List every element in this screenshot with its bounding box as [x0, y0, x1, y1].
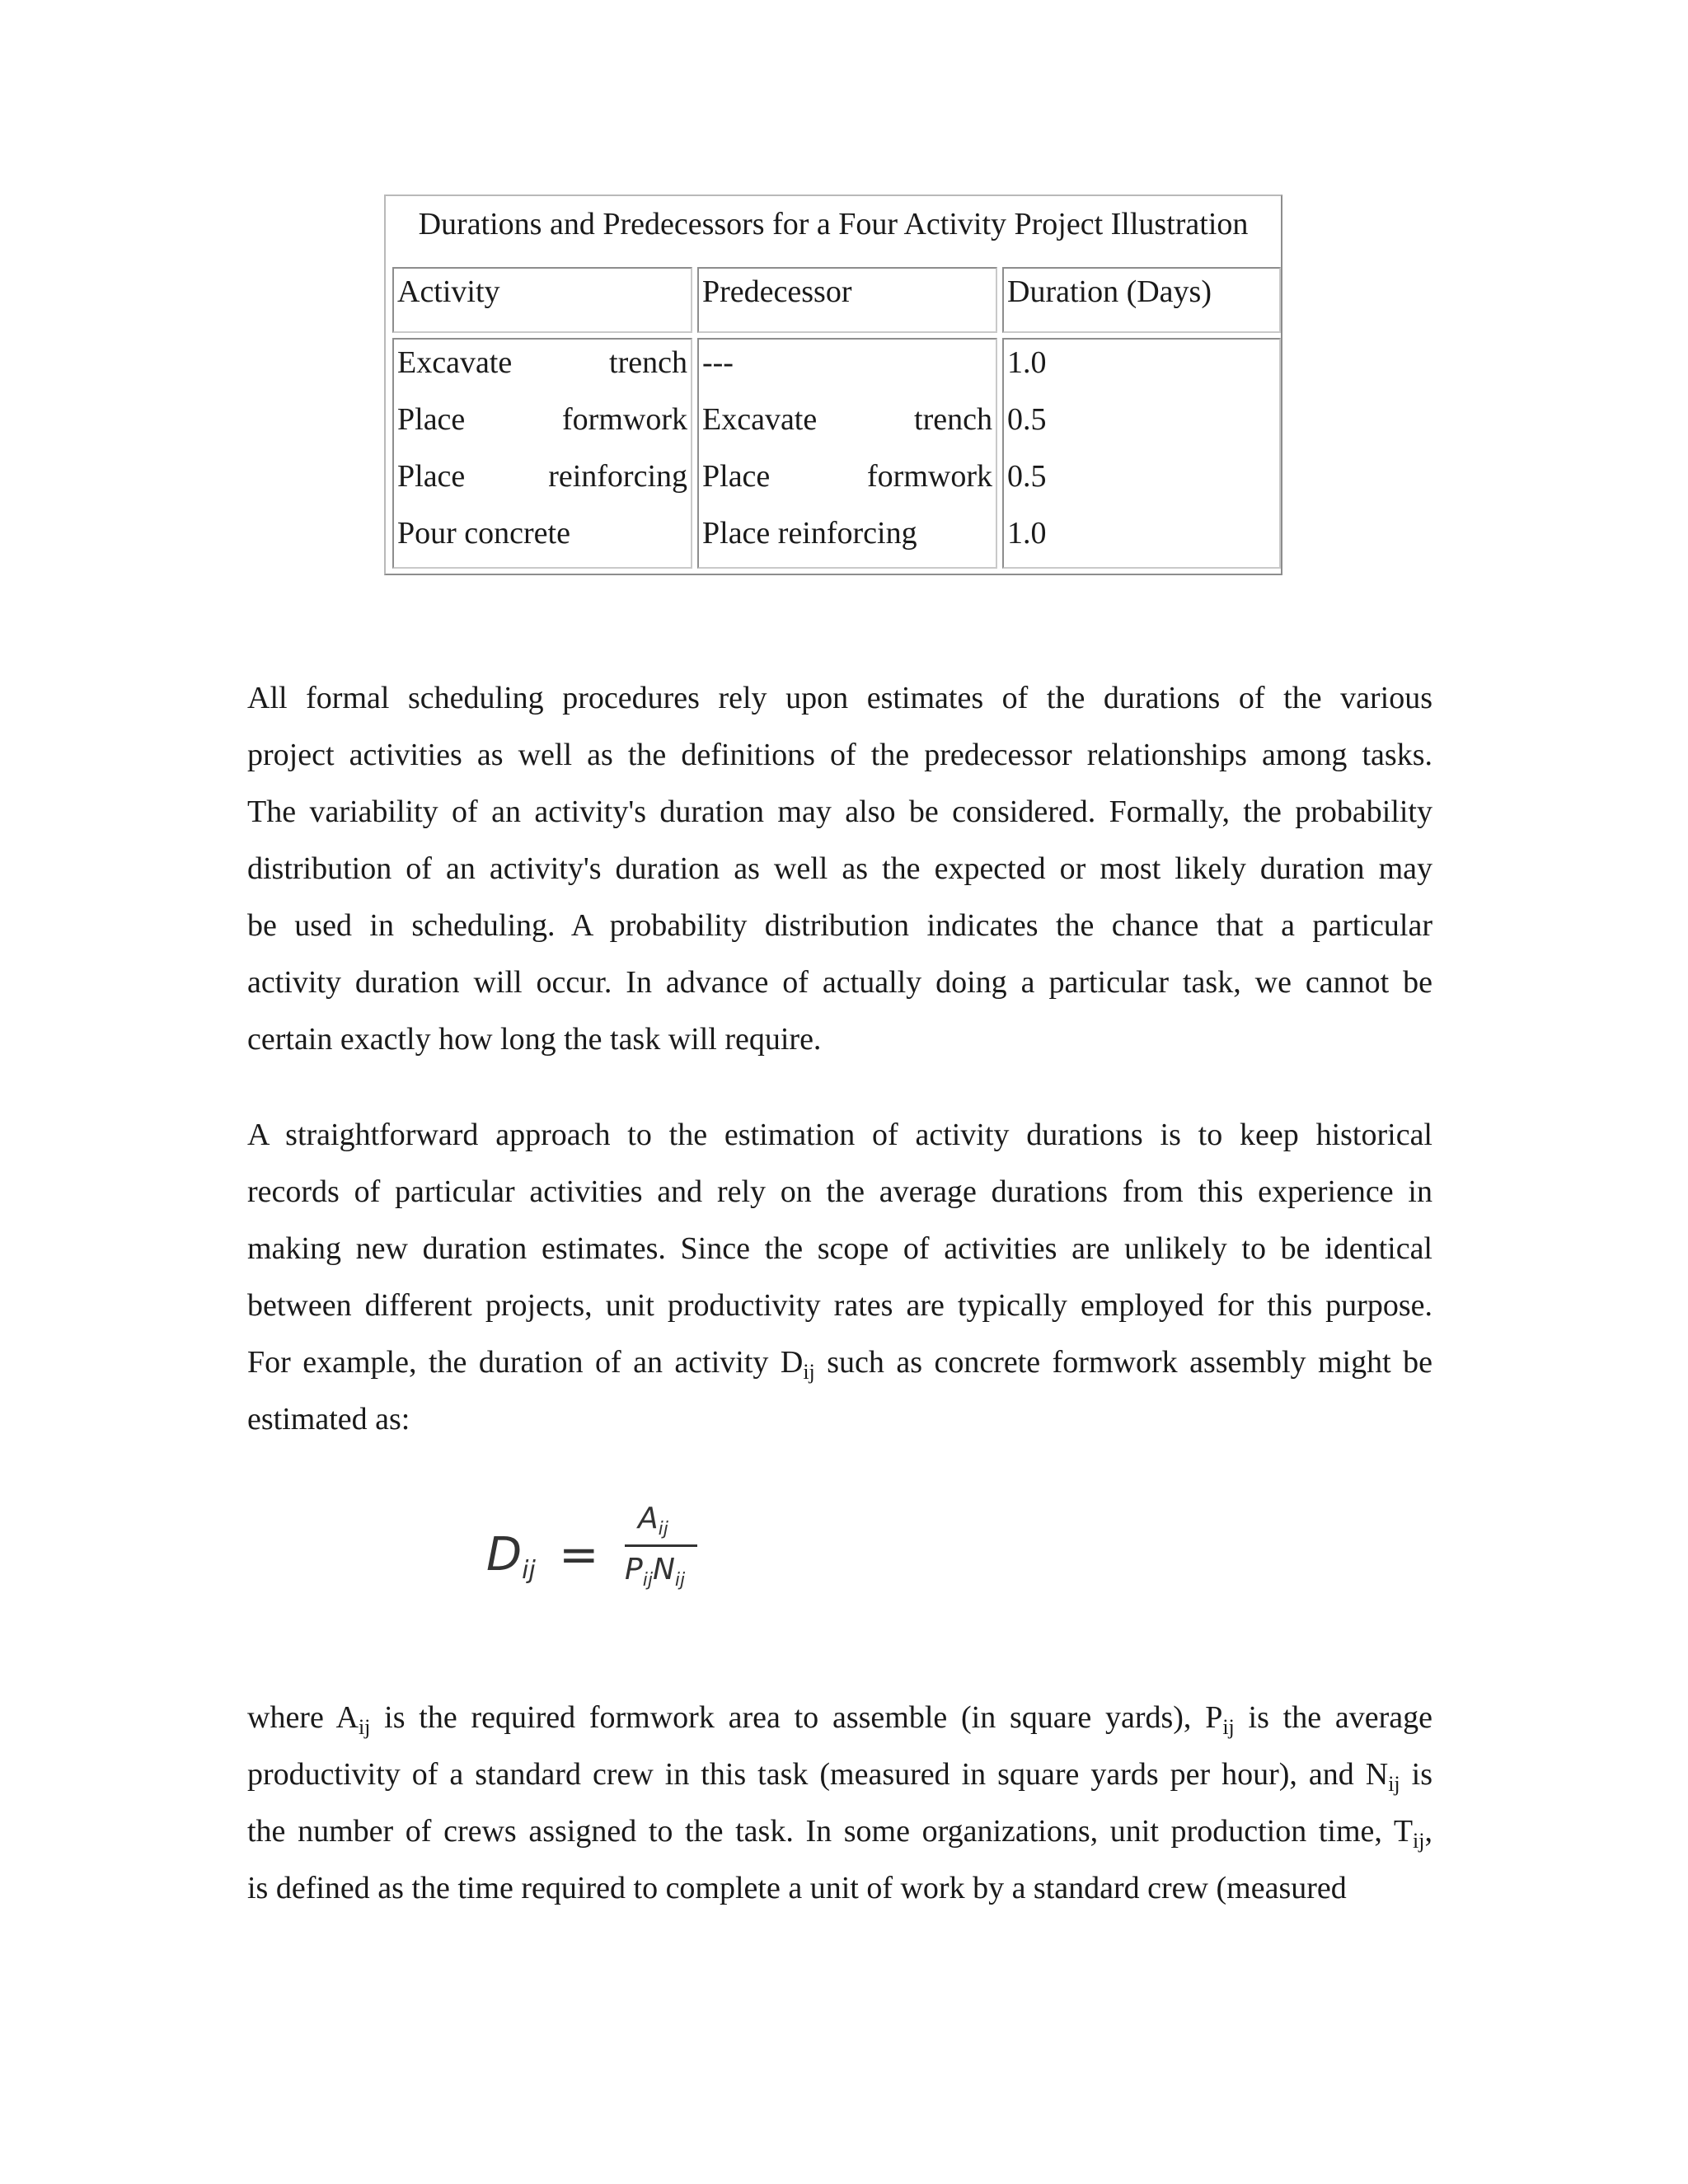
- activity-column: [392, 338, 692, 569]
- equation-lhs: $D_{ij}$: [486, 1528, 536, 1585]
- table-row: Excavate trench: [702, 402, 992, 437]
- table-row: Place reinforcing: [397, 459, 687, 494]
- table-row: Excavate trench: [397, 345, 687, 380]
- table-row: Place formwork: [702, 459, 992, 494]
- equation-equals: =: [559, 1526, 599, 1582]
- table-row: Place reinforcing: [702, 516, 917, 551]
- table-row: 1.0: [1007, 516, 1047, 551]
- duration-column: [1002, 338, 1281, 569]
- table-row: 0.5: [1007, 402, 1047, 437]
- header-duration: Duration (Days): [1002, 267, 1281, 333]
- table-row: ---: [702, 345, 734, 380]
- paragraph-3-line-3: the number of crews assigned to the task. In some organizations, unit production time, $T_{ij}$,: [247, 1814, 1432, 1853]
- paragraph-2: A straightforward approach to the estimation of activity durations is to keep historical records of particular activities and rely on the average durations from this experience in making new duration estimates. Since the scope of activities are unlikely to be identical between different projects, unit productivity rates are typically employed for this purpose. For example, the duration of an activity $D_{ij}$ such as concrete formwork assembly might be estimated as:: [247, 1118, 1432, 1436]
- table-row: 0.5: [1007, 459, 1047, 494]
- equation-fraction-bar: [625, 1544, 697, 1547]
- table-row: 1.0: [1007, 345, 1047, 380]
- paragraph-3-line-2: productivity of a standard crew in this task (measured in square yards per hour), and $N_{ij}$ is: [247, 1757, 1432, 1796]
- paragraph-3-line-1: where $A_{ij}$ is the required formwork area to assemble (in square yards), $P_{ij}$ is the average: [247, 1700, 1432, 1739]
- paragraph-2-line-5: For example, the duration of an activity $D_{ij}$ such as concrete formwork assembly might be: [247, 1345, 1432, 1384]
- table-row: Place formwork: [397, 402, 687, 437]
- equation-numerator: $A_{ij}$: [638, 1502, 668, 1540]
- equation-denominator: $P_{ij}N_{ij}$: [625, 1553, 686, 1591]
- durations-table: [384, 194, 1282, 575]
- duration-equation: [486, 1498, 734, 1605]
- table-row: Pour concrete: [397, 516, 570, 551]
- header-activity: Activity: [392, 267, 692, 333]
- predecessor-column: [697, 338, 997, 569]
- paragraph-1: All formal scheduling procedures rely upon estimates of the durations of the various project activities as well as the definitions of the predecessor relationships among tasks. The variability of an activity's duration may also be considered. Formally, the probability distribution of an activity's duration as well as the expected or most likely duration may be used in scheduling. A probability distribution indicates the chance that a particular activity duration will occur. In advance of actually doing a particular task, we cannot be certain exactly how long the task will require.: [247, 681, 1432, 1057]
- table-caption: Durations and Predecessors for a Four Activity Project Illustration: [418, 207, 1249, 241]
- header-predecessor: Predecessor: [697, 267, 997, 333]
- paragraph-3: where $A_{ij}$ is the required formwork area to assemble (in square yards), $P_{ij}$ is the average productivity of a standard crew in this task (measured in square yards per hour), and $N_{ij}$ is the number of crews assigned to the task. In some organizations, unit production time, $T_{ij}$, is defined as the time required to complete a unit of work by a standard crew (measured: [247, 1690, 1432, 1917]
